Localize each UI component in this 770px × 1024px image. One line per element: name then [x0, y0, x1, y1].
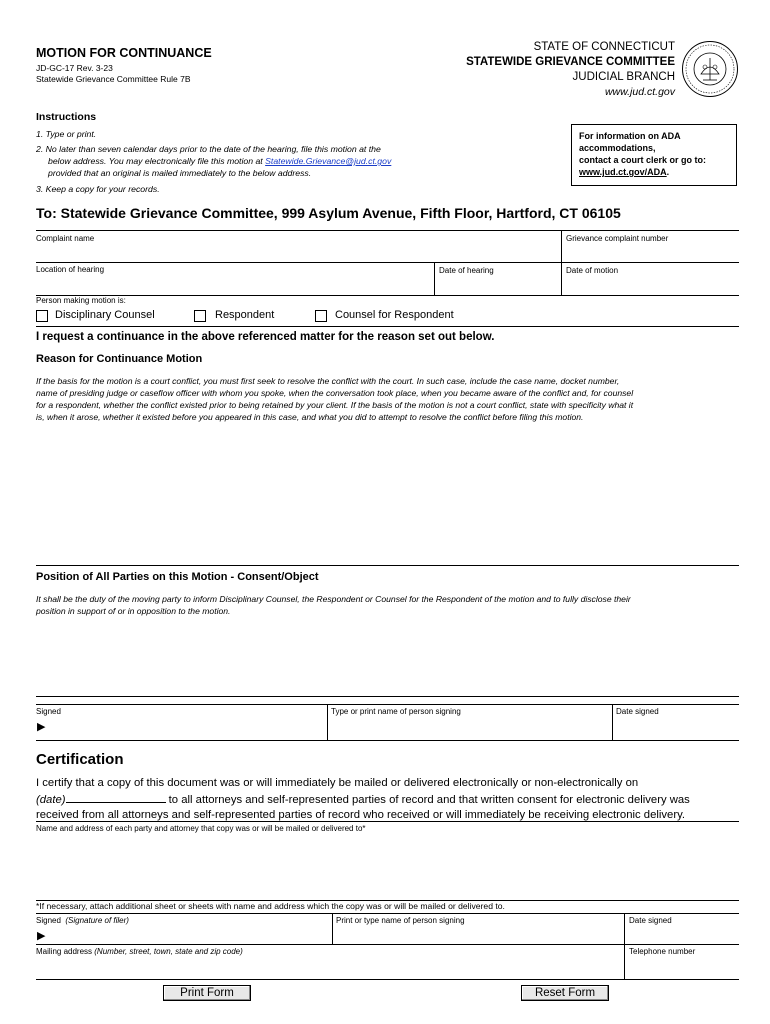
instruction-2-line2: below address. You may electronically file this motion at Statewide.Grievance@jud.ct.gov: [48, 156, 392, 166]
counsel-respondent-checkbox[interactable]: [315, 310, 327, 322]
reset-form-button[interactable]: Reset Form: [521, 985, 609, 1001]
reason-text-line2: name of presiding judge or caseflow officer with whom you spoke, when the conversation took place, when you became aware of the conflict and, for counsel: [36, 388, 634, 398]
disciplinary-counsel-label: Disciplinary Counsel: [55, 309, 155, 321]
divider: [36, 704, 739, 705]
person-making-label: Person making motion is:: [36, 296, 126, 305]
divider: [36, 696, 739, 697]
divider: [327, 704, 328, 740]
certification-line1: I certify that a copy of this document was or will immediately be mailed or delivered electronically or non-electronically on: [36, 777, 639, 789]
form-number: JD-GC-17 Rev. 3-23: [36, 63, 113, 73]
reason-text-line4: is, when it arose, whether it existed before you appeared in this case, and what you did to attempt to resolve the conflict before filing this motion.: [36, 412, 584, 422]
name-address-label: Name and address of each party and attorney that copy was or will be mailed or delivered to*: [36, 824, 366, 833]
divider: [434, 262, 435, 295]
complaint-name-label: Complaint name: [36, 234, 95, 243]
request-statement: I request a continuance in the above referenced matter for the reason set out below.: [36, 331, 495, 343]
certification-line2: (date) to all attorneys and self-represented parties of record and that written consent for electronic delivery was: [36, 791, 690, 808]
position-input-area[interactable]: [36, 620, 739, 694]
mailing-address-label: Mailing address (Number, street, town, state and zip code): [36, 947, 243, 956]
print-form-button[interactable]: Print Form: [163, 985, 251, 1001]
instruction-2-line3: provided that an original is mailed immediately to the below address.: [48, 168, 312, 178]
divider: [332, 913, 333, 944]
location-label: Location of hearing: [36, 265, 105, 274]
date-motion-label: Date of motion: [566, 266, 619, 275]
name-address-input[interactable]: [36, 836, 739, 898]
reason-input-area[interactable]: [36, 426, 739, 562]
certification-heading: Certification: [36, 751, 124, 768]
instructions-heading: Instructions: [36, 111, 97, 123]
sign-arrow-icon: ▶: [37, 930, 46, 942]
website: www.jud.ct.gov: [604, 86, 675, 98]
signed-label-2: Signed (Signature of filer): [36, 916, 129, 925]
position-heading: Position of All Parties on this Motion - Consent/Object: [36, 571, 319, 583]
ada-info-box: For information on ADA accommodations, contact a court clerk or go to: www.jud.ct.gov/ADA.: [571, 124, 737, 186]
divider: [36, 295, 739, 296]
grievance-number-label: Grievance complaint number: [566, 234, 669, 243]
respondent-checkbox[interactable]: [194, 310, 206, 322]
divider: [36, 979, 739, 980]
counsel-respondent-label: Counsel for Respondent: [335, 309, 454, 321]
print-name-label: Type or print name of person signing: [331, 707, 461, 716]
date-hearing-label: Date of hearing: [439, 266, 494, 275]
divider: [624, 913, 625, 979]
footnote: *If necessary, attach additional sheet or sheets with name and address which the copy was or will be mailed or delivered to.: [36, 901, 505, 911]
to-address-line: To: Statewide Grievance Committee, 999 Asylum Avenue, Fifth Floor, Hartford, CT 06105: [36, 205, 621, 221]
reason-text-line1: If the basis for the motion is a court conflict, you must first seek to resolve the conflict with the court. In such case, include the case name, docket number,: [36, 376, 620, 386]
instruction-2-line1: 2. No later than seven calendar days prior to the date of the hearing, file this motion at the: [36, 144, 381, 154]
ada-link[interactable]: www.jud.ct.gov/ADA: [579, 167, 667, 177]
divider: [36, 821, 739, 822]
reason-text-line3: for a respondent, whether the conflict existed prior to being retained by your client. If the basis of the motion is not a court conflict, state with specificity what it: [36, 400, 634, 410]
divider: [36, 262, 739, 263]
position-text-line2: position in support of or in opposition to the motion.: [36, 606, 231, 616]
date-signed-label: Date signed: [616, 707, 659, 716]
instruction-3: 3. Keep a copy for your records.: [36, 184, 160, 194]
branch-name: JUDICIAL BRANCH: [572, 71, 675, 83]
state-name: STATE OF CONNECTICUT: [533, 41, 675, 53]
disciplinary-counsel-checkbox[interactable]: [36, 310, 48, 322]
divider: [36, 913, 739, 914]
divider: [612, 704, 613, 740]
date-signed-label-2: Date signed: [629, 916, 672, 925]
certification-date-input[interactable]: [66, 791, 166, 803]
position-text-line1: It shall be the duty of the moving party to inform Disciplinary Counsel, the Respondent or Counsel for the Respondent of the motion and to fully disclose their: [36, 594, 631, 604]
telephone-label: Telephone number: [629, 947, 696, 956]
certification-line3: received from all attorneys and self-represented parties of record who received or will immediately be receiving electronic delivery.: [36, 809, 686, 821]
instruction-1: 1. Type or print.: [36, 129, 97, 139]
form-title: MOTION FOR CONTINUANCE: [36, 46, 212, 60]
respondent-label: Respondent: [215, 309, 275, 321]
signed-label: Signed: [36, 707, 61, 716]
divider: [36, 326, 739, 327]
email-link[interactable]: Statewide.Grievance@jud.ct.gov: [265, 156, 392, 166]
divider: [36, 740, 739, 741]
divider: [36, 230, 739, 231]
divider: [36, 565, 739, 566]
divider: [36, 944, 739, 945]
print-name-label-2: Print or type name of person signing: [336, 916, 465, 925]
sign-arrow-icon: ▶: [37, 721, 46, 733]
reason-heading: Reason for Continuance Motion: [36, 353, 203, 365]
form-rule: Statewide Grievance Committee Rule 7B: [36, 74, 191, 84]
committee-name: STATEWIDE GRIEVANCE COMMITTEE: [466, 56, 675, 68]
state-seal-icon: [681, 40, 739, 98]
